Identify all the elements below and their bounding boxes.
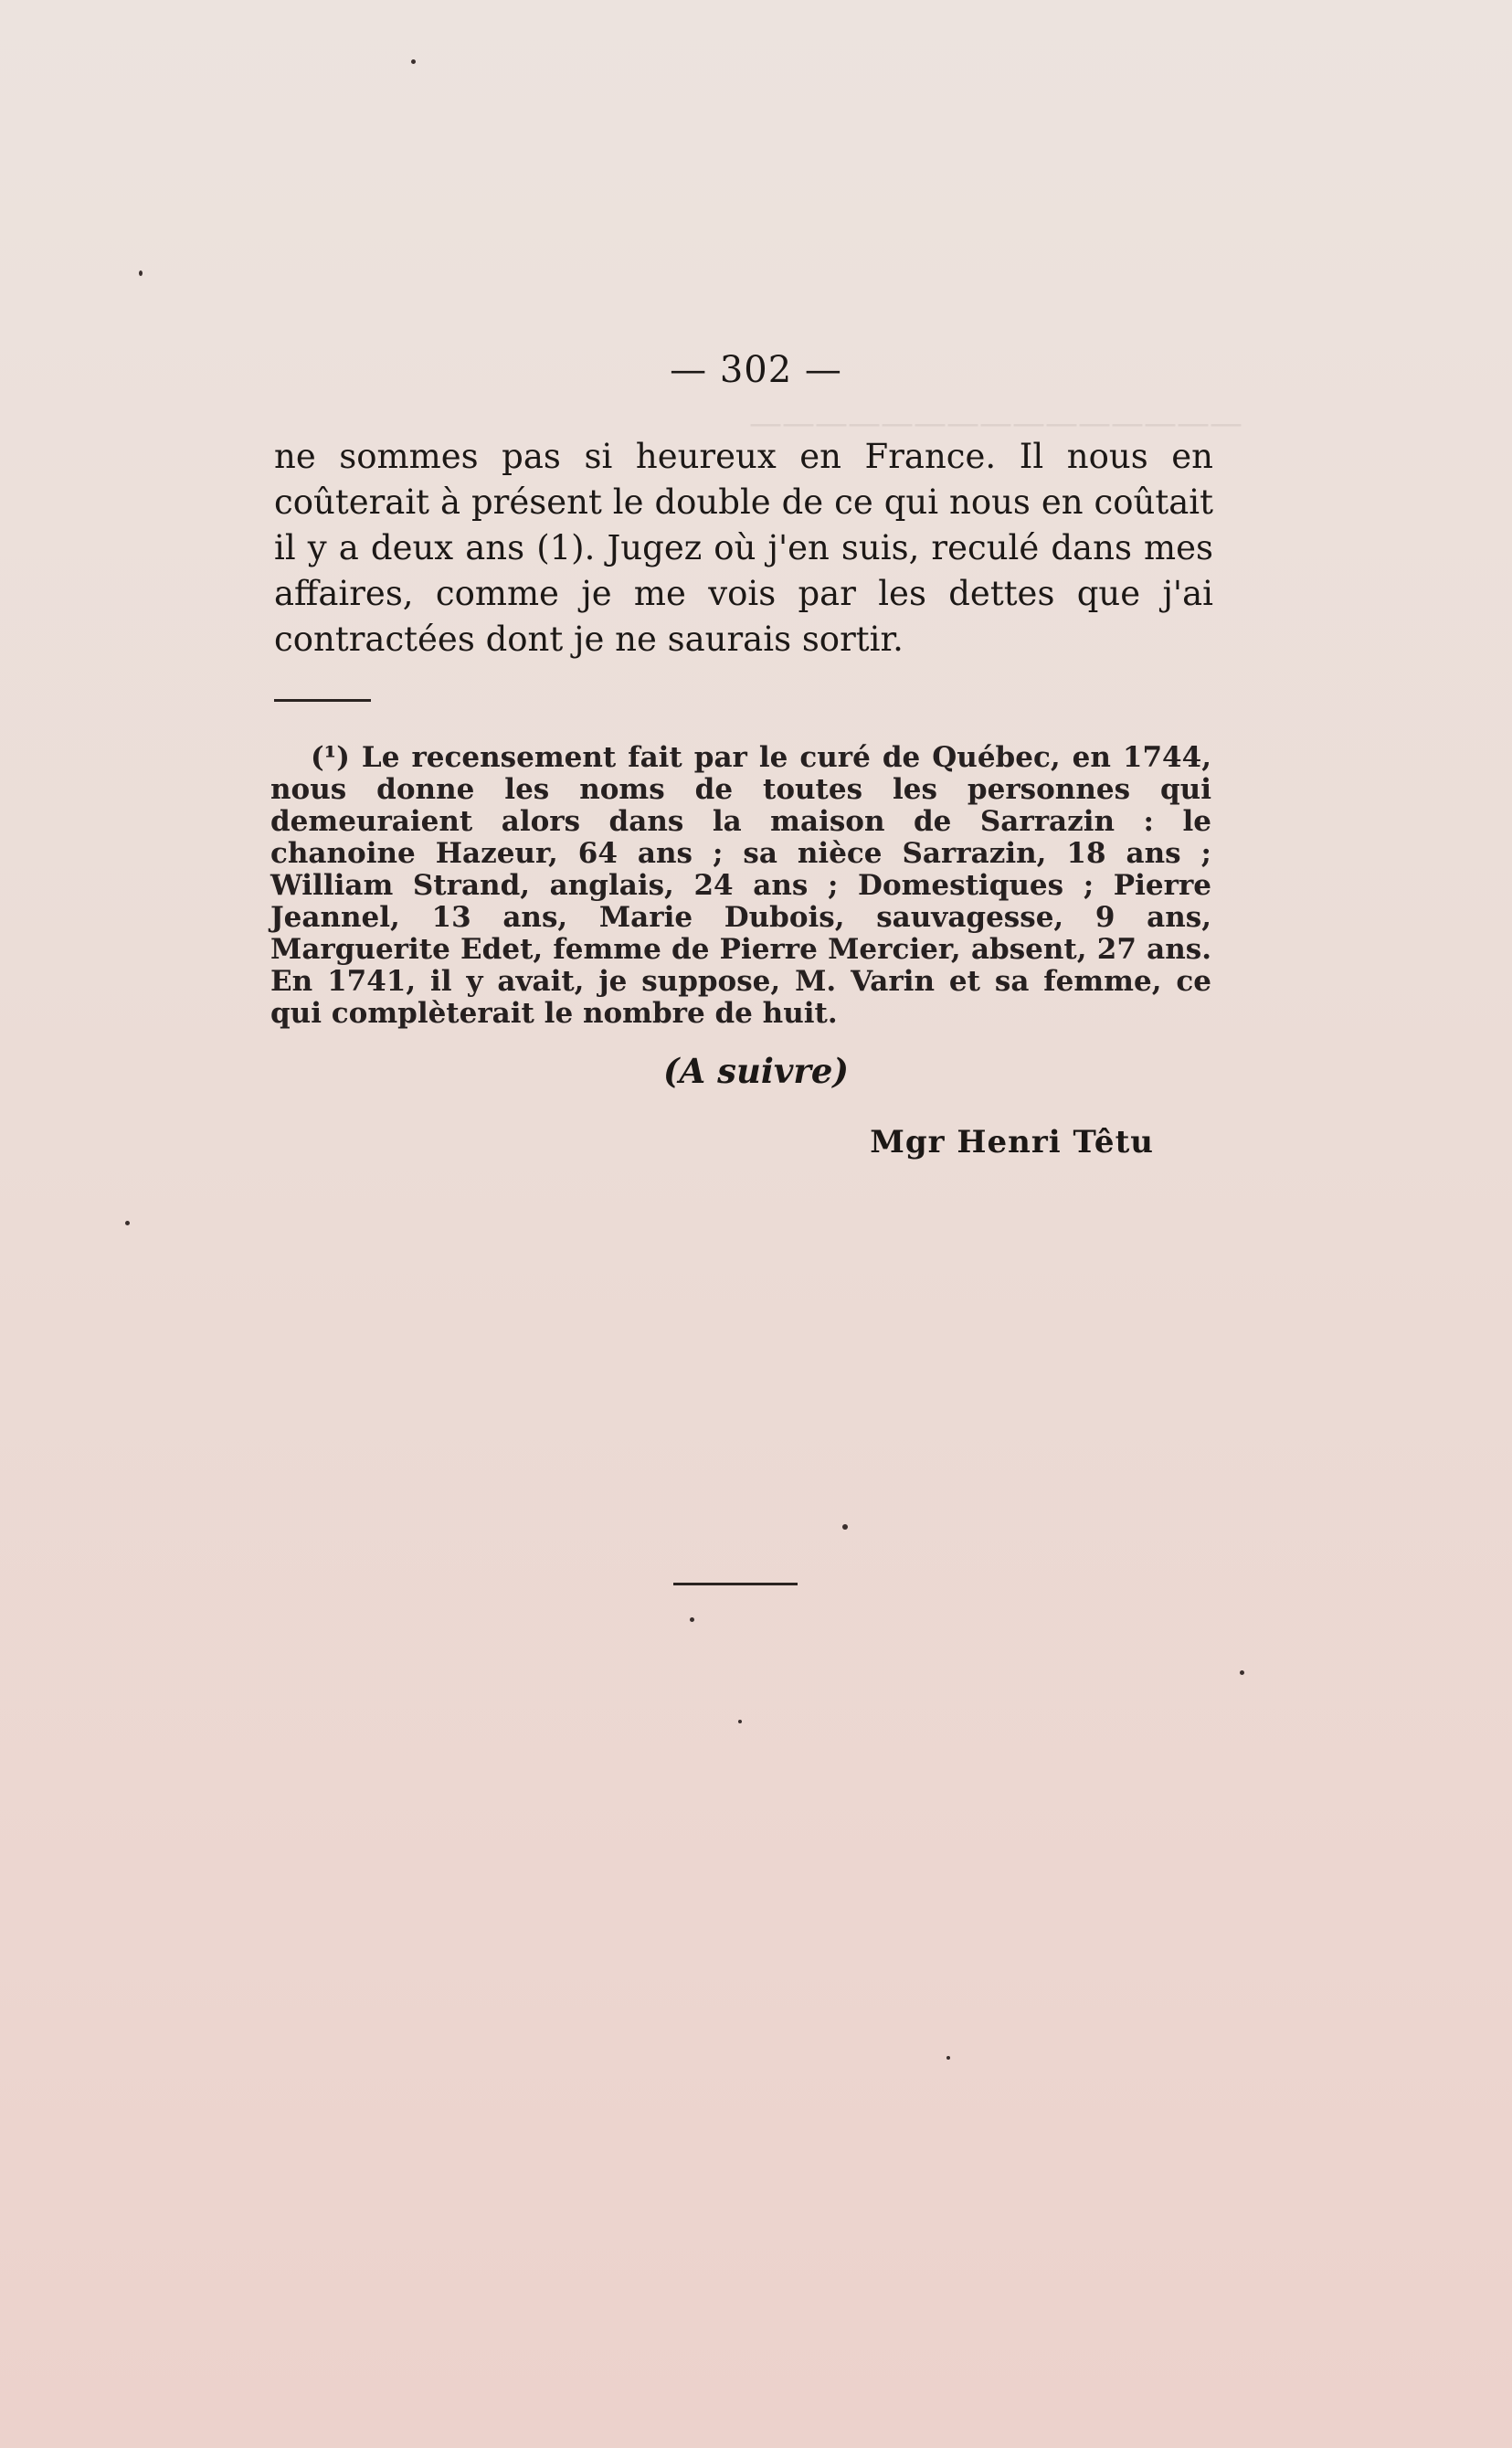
paper-speck [946, 2056, 950, 2060]
paper-speck [139, 270, 143, 276]
body-paragraph: ne sommes pas si heureux en France. Il nous en coûterait à présent le double de ce qui nous en coûtait il y a deux ans (1). Jugez où j'en suis, reculé dans mes affaires, comme je me vois par les dettes que j'ai contractées dont je ne saurais sortir. [274, 437, 1213, 659]
footnote [270, 742, 1211, 1030]
paper-speck [842, 1524, 848, 1530]
paper-speck [1240, 1670, 1244, 1675]
paper-speck [411, 59, 416, 64]
paper-speck [738, 1720, 742, 1723]
end-separator [673, 1583, 798, 1585]
continued-note: (A suivre) [663, 1051, 849, 1091]
paper-speck [125, 1221, 130, 1225]
footnote-separator [274, 699, 371, 702]
page-number: — 302 — [670, 349, 842, 391]
bleed-through-text: ——————————————— [749, 405, 1242, 442]
paper-speck [690, 1617, 694, 1622]
footnote-text: (¹) Le recensement fait par le curé de Québec, en 1744, nous donne les noms de toutes les personnes qui demeuraient alors dans la maison de Sarrazin : le chanoine Hazeur, 64 ans ; sa nièce Sarrazin, 18 ans ; William Strand, anglais, 24 ans ; Domestiques ; Pierre Jeannel, 13 ans, Marie Dubois, sauvagesse, 9 ans, Marguerite Edet, femme de Pierre Mercier, absent, 27 ans. En 1741, il y avait, je suppose, M. Varin et sa femme, ce qui complèterait le nombre de huit. [270, 741, 1211, 1030]
author-signature: Mgr Henri Têtu [870, 1124, 1154, 1160]
main-text [274, 434, 1213, 662]
